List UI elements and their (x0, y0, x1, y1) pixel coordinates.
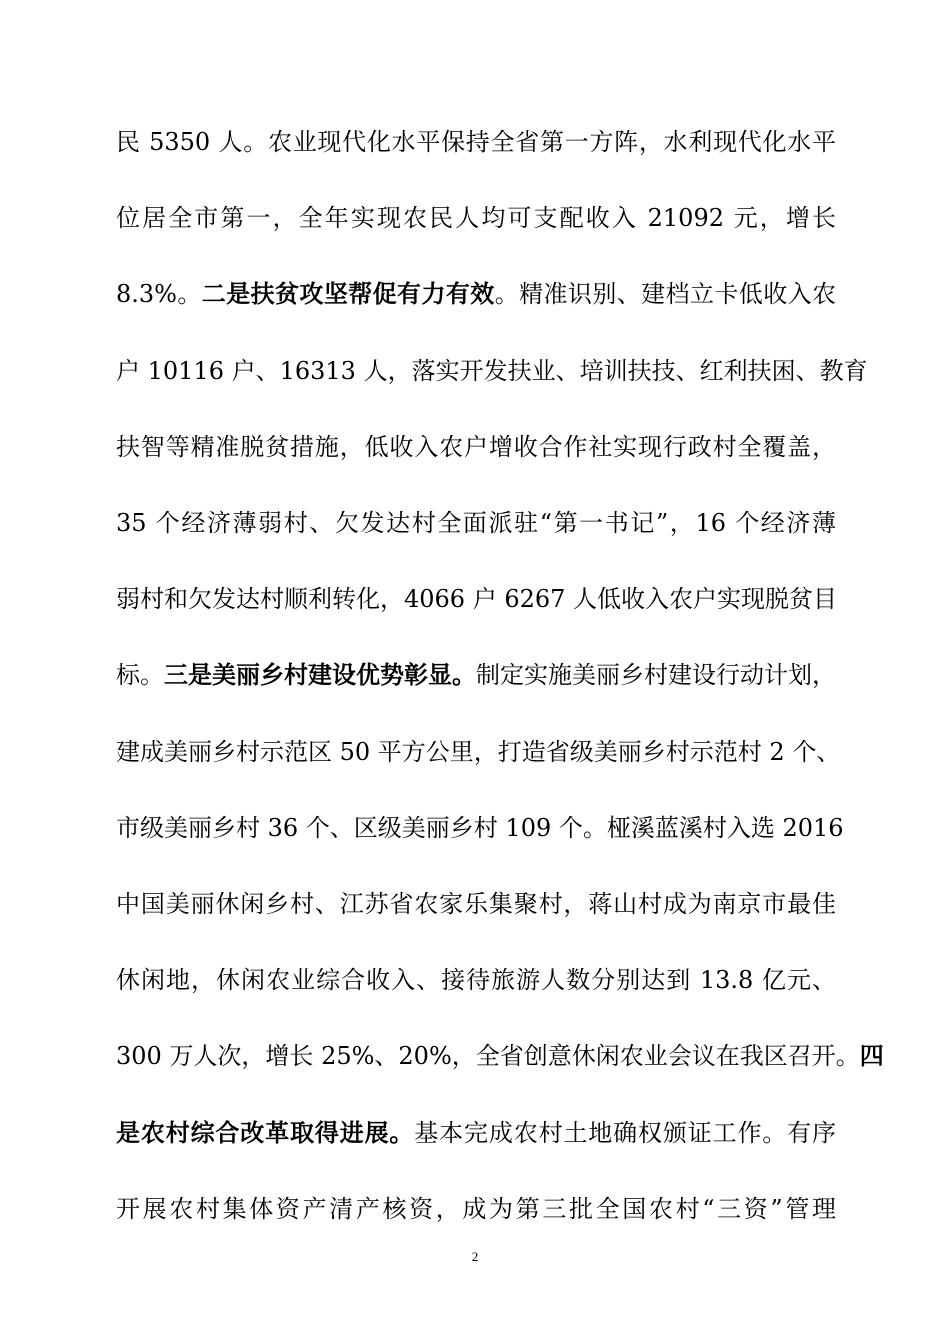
text-span: 扶智等精准脱贫措施，低收入农户增收合作社实现行政村全覆盖， (116, 432, 836, 461)
text-line (116, 732, 841, 772)
text-span: 休闲地，休闲农业综合收入、接待旅游人数分别达到 13.8 亿元、 (116, 966, 836, 995)
text-line (116, 808, 844, 848)
text-span: 制定实施美丽乡村建设行动计划， (476, 661, 836, 690)
text-span: 市级美丽乡村 36 个、区级美丽乡村 109 个。桠溪蓝溪村入选 2016 (116, 813, 844, 842)
text-line (116, 1036, 884, 1076)
bold-heading-text: 是农村综合改革取得进展。 (116, 1117, 415, 1147)
text-line (116, 274, 836, 314)
text-span: 标。 (116, 661, 164, 690)
text-span: 8.3%。 (116, 280, 202, 309)
text-span: 弱村和欠发达村顺利转化，4066 户 6267 人低收入农户实现脱贫目 (116, 585, 838, 614)
text-span: 。精准识别、建档立卡低收入农 (494, 280, 837, 309)
text-span: 中国美丽休闲乡村、江苏省农家乐集聚村，蒋山村成为南京市最佳 (116, 890, 836, 918)
text-line (116, 884, 836, 924)
text-span: 户 10116 户、16313 人，落实开发扶业、培训扶技、红利扶困、教育 (116, 356, 868, 385)
text-line (116, 427, 836, 467)
text-span: 建成美丽乡村示范区 50 平方公里，打造省级美丽乡村示范村 2 个、 (116, 737, 841, 766)
page-number: 2 (471, 1249, 479, 1264)
text-line (116, 503, 836, 543)
text-span: 300 万人次，增长 25%、20%，全省创意休闲农业会议在我区召开。 (116, 1042, 860, 1071)
text-span: 35 个经济薄弱村、欠发达村全面派驻“第一书记”，16 个经济薄 (116, 509, 836, 537)
text-span: 开展农村集体资产清产核资，成为第三批全国农村“三资”管理 (116, 1194, 836, 1223)
text-line (116, 1189, 836, 1229)
bold-heading-text: 三是美丽乡村建设优势彰显。 (164, 660, 476, 690)
text-line (116, 351, 868, 391)
text-line (116, 122, 836, 162)
text-line (116, 579, 836, 619)
text-line (116, 655, 836, 695)
text-span: 基本完成农村土地确权颁证工作。有序 (414, 1118, 837, 1147)
text-line (116, 198, 836, 238)
text-span: 位居全市第一，全年实现农民人均可支配收入 21092 元，增长 (116, 204, 836, 233)
text-span: 民 5350 人。农业现代化水平保持全省第一方阵，水利现代化水平 (116, 128, 836, 156)
bold-heading-text: 二是扶贫攻坚帮促有力有效 (201, 279, 495, 309)
text-line (116, 960, 836, 1000)
bold-heading-text: 四 (859, 1041, 884, 1071)
text-line (116, 1113, 836, 1153)
